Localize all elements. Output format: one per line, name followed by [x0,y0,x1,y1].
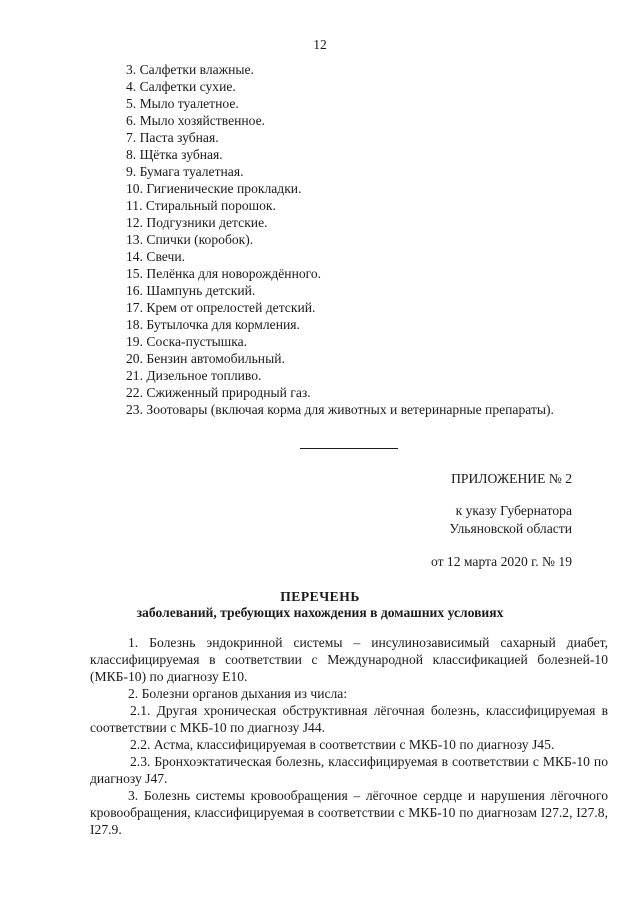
list-item: 11. Стиральный порошок. [126,198,276,213]
paragraph: 2.1. Другая хроническая обструктивная лёгочная болезнь, классифицируемая в соответствии с МКБ-10 по диагнозу J44. [90,703,608,735]
paragraph: 3. Болезнь системы кровообращения – лёгочное сердце и нарушения лёгочного кровообращения, классифицируемая в соответствии с МКБ-10 по диагнозам I27.2, I27.8, I27.9. [90,788,608,837]
list-item: 17. Крем от опрелостей детский. [126,300,316,315]
paragraph: 2.3. Бронхоэктатическая болезнь, классифицируемая в соответствии с МКБ-10 по диагнозу J47. [90,754,608,786]
paragraph: 2.2. Астма, классифицируемая в соответствии с МКБ-10 по диагнозу J45. [130,737,555,752]
list-item: 19. Соска-пустышка. [126,334,248,349]
list-item: 23. Зоотовары (включая корма для животных и ветеринарные препараты). [126,402,554,417]
list-subtitle: заболеваний, требующих нахождения в домашних условиях [136,605,504,620]
list-item: 20. Бензин автомобильный. [126,351,285,366]
list-item: 10. Гигиенические прокладки. [126,181,302,196]
decree-reference-line2: Ульяновской области [449,521,572,536]
list-item: 6. Мыло хозяйственное. [126,113,266,128]
paragraph: 2. Болезни органов дыхания из числа: [128,686,348,701]
list-item: 21. Дизельное топливо. [126,368,262,383]
list-item: 9. Бумага туалетная. [126,164,244,179]
list-item: 22. Сжиженный природный газ. [126,385,311,400]
list-item: 16. Шампунь детский. [126,283,256,298]
decree-date: от 12 марта 2020 г. № 19 [430,554,572,569]
page-number: 12 [313,37,327,52]
list-title: ПЕРЕЧЕНЬ [280,589,360,604]
list-item: 7. Паста зубная. [126,130,219,145]
items-list [126,61,554,418]
appendix-title: ПРИЛОЖЕНИЕ № 2 [451,471,572,486]
list-item: 3. Салфетки влажные. [126,62,254,77]
list-item: 8. Щётка зубная. [126,147,223,162]
list-item: 5. Мыло туалетное. [126,96,239,111]
list-item: 18. Бутылочка для кормления. [126,317,300,332]
list-item: 4. Салфетки сухие. [126,79,236,94]
list-item: 15. Пелёнка для новорождённого. [126,266,322,281]
section-divider [300,448,398,449]
document-body [90,634,608,838]
decree-reference-line1: к указу Губернатора [455,503,572,518]
paragraph: 1. Болезнь эндокринной системы – инсулинозависимый сахарный диабет, классифицируемая в соответствии с Международной классификацией болезней-10 (МКБ-10) по диагнозу Е10. [90,635,608,684]
list-item: 14. Свечи. [126,249,186,264]
list-item: 12. Подгузники детские. [126,215,268,230]
list-item: 13. Спички (коробок). [126,232,254,247]
